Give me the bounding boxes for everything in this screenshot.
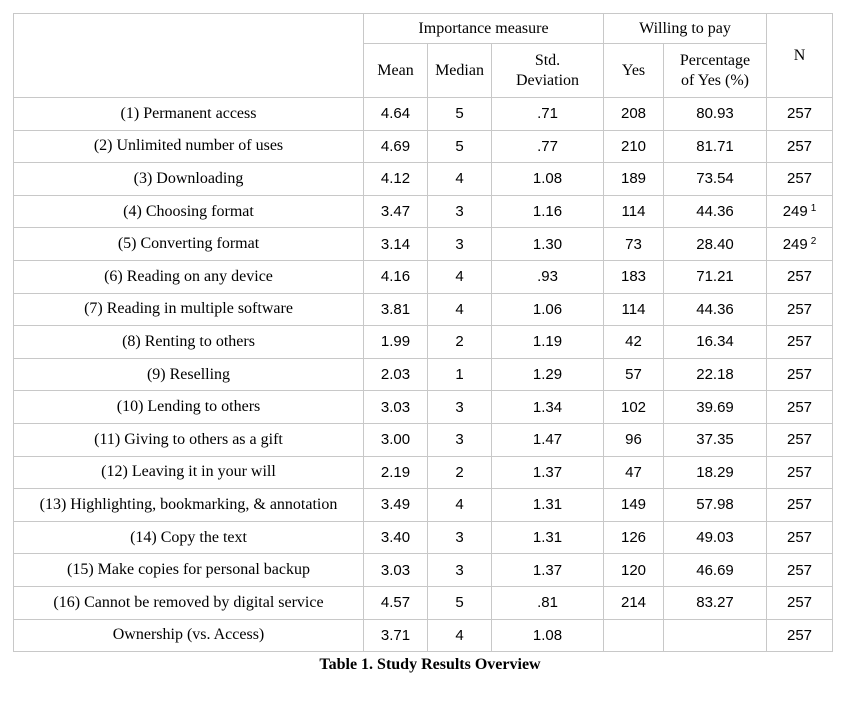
- n-cell-text: 257: [787, 366, 813, 384]
- yes-cell-text: 96: [625, 431, 642, 449]
- row-label-text: (16) Cannot be removed by digital service: [53, 593, 324, 611]
- median-cell: [428, 456, 492, 489]
- std-cell-text: 1.37: [532, 463, 563, 481]
- row-label: [14, 98, 364, 131]
- median-cell-text: 3: [455, 398, 464, 416]
- median-cell-text: 4: [455, 170, 464, 188]
- std-cell: [492, 98, 604, 131]
- percentage-cell: [664, 293, 767, 326]
- median-cell: [428, 195, 492, 228]
- percentage-cell-text: 71.21: [696, 268, 734, 286]
- std-cell-text: .81: [537, 594, 558, 612]
- table-row: [14, 195, 833, 228]
- row-label-text: (13) Highlighting, bookmarking, & annotation: [39, 495, 338, 513]
- table-row: [14, 391, 833, 424]
- n-cell: [767, 619, 833, 652]
- n-cell-text: 257: [787, 496, 813, 514]
- yes-cell: [604, 521, 664, 554]
- percentage-cell: [664, 260, 767, 293]
- row-label-text: (11) Giving to others as a gift: [94, 430, 283, 448]
- percentage-cell: [664, 98, 767, 131]
- mean-cell-text: 3.40: [380, 529, 411, 547]
- yes-cell: [604, 554, 664, 587]
- table-row: [14, 619, 833, 652]
- n-cell: [767, 326, 833, 359]
- n-cell-text: 257: [787, 300, 813, 318]
- median-cell: [428, 391, 492, 424]
- percentage-header: [664, 44, 767, 98]
- n-cell-text: 257: [787, 170, 813, 188]
- mean-cell-text: 3.14: [380, 235, 411, 253]
- median-cell-text: 4: [455, 626, 464, 644]
- n-cell: [767, 130, 833, 163]
- row-label: [14, 130, 364, 163]
- std-cell: [492, 326, 604, 359]
- median-cell-text: 3: [455, 431, 464, 449]
- percentage-cell: [664, 228, 767, 261]
- median-cell: [428, 98, 492, 131]
- yes-cell-text: 149: [620, 496, 647, 514]
- row-label: [14, 619, 364, 652]
- row-label: [14, 521, 364, 554]
- mean-cell: [364, 391, 428, 424]
- n-cell: [767, 163, 833, 196]
- n-cell: [767, 228, 833, 261]
- std-deviation-header: [492, 44, 604, 98]
- percentage-cell-text: 57.98: [696, 496, 734, 514]
- median-cell: [428, 163, 492, 196]
- percentage-cell-text: 39.69: [696, 398, 734, 416]
- median-cell-text: 2: [455, 333, 464, 351]
- percentage-cell: [664, 619, 767, 652]
- n-cell: [767, 423, 833, 456]
- table-row: [14, 98, 833, 131]
- yes-cell: [604, 391, 664, 424]
- results-table: [13, 13, 833, 652]
- n-cell: [767, 98, 833, 131]
- std-cell-text: 1.30: [532, 235, 563, 253]
- median-cell-text: 4: [455, 268, 464, 286]
- median-cell-text: 4: [455, 496, 464, 514]
- percentage-cell-text: 73.54: [696, 170, 734, 188]
- std-cell-text: 1.31: [532, 529, 563, 547]
- willing-to-pay-header: Willing to pay: [604, 14, 767, 44]
- yes-cell: [604, 358, 664, 391]
- mean-cell-text: 3.03: [380, 398, 411, 416]
- mean-cell-text: 1.99: [380, 333, 411, 351]
- percentage-cell: [664, 358, 767, 391]
- row-label: [14, 260, 364, 293]
- row-label-text: (14) Copy the text: [130, 528, 247, 546]
- std-cell-text: 1.47: [532, 431, 563, 449]
- yes-cell: [604, 326, 664, 359]
- std-label-line2: Deviation: [515, 71, 580, 89]
- yes-cell: [604, 586, 664, 619]
- std-cell-text: .77: [537, 137, 558, 155]
- std-cell-text: 1.31: [532, 496, 563, 514]
- yes-cell-text: 114: [621, 300, 646, 318]
- row-label-text: (5) Converting format: [117, 235, 260, 253]
- std-cell-text: 1.08: [532, 626, 563, 644]
- yes-cell-text: 189: [620, 170, 647, 188]
- percentage-cell-text: 37.35: [696, 431, 734, 449]
- header-row-top: [14, 14, 833, 44]
- yes-cell-text: 47: [625, 463, 642, 481]
- std-cell: [492, 195, 604, 228]
- yes-cell: [604, 163, 664, 196]
- n-cell-text: 257: [787, 529, 813, 547]
- row-label-text: (12) Leaving it in your will: [101, 463, 276, 481]
- n-cell-text: 257: [787, 431, 813, 449]
- yes-cell: [604, 456, 664, 489]
- table-row: [14, 489, 833, 522]
- n-cell: [767, 293, 833, 326]
- table-row: [14, 456, 833, 489]
- table-row: [14, 586, 833, 619]
- n-cell-text: 257: [787, 398, 813, 416]
- mean-cell: [364, 130, 428, 163]
- mean-cell-text: 4.12: [380, 170, 411, 188]
- header-blank-cell: [14, 14, 364, 98]
- std-label-line1: Std.: [534, 51, 561, 69]
- row-label-text: (4) Choosing format: [123, 202, 254, 220]
- percentage-cell-text: 80.93: [696, 105, 734, 123]
- row-label: [14, 326, 364, 359]
- mean-cell: [364, 619, 428, 652]
- n-cell-text: 257: [787, 137, 813, 155]
- median-cell: [428, 358, 492, 391]
- n-cell: [767, 195, 833, 228]
- mean-cell: [364, 195, 428, 228]
- mean-cell: [364, 228, 428, 261]
- mean-cell: [364, 456, 428, 489]
- row-label: [14, 489, 364, 522]
- percentage-cell: [664, 521, 767, 554]
- percentage-cell-text: 81.71: [696, 137, 734, 155]
- n-cell-text: 249: [782, 203, 808, 221]
- median-cell: [428, 326, 492, 359]
- yes-cell-text: 208: [620, 105, 647, 123]
- table-row: [14, 163, 833, 196]
- table-row: [14, 228, 833, 261]
- median-cell: [428, 586, 492, 619]
- row-label: [14, 423, 364, 456]
- mean-cell-text: 2.19: [380, 463, 411, 481]
- percentage-cell-text: 22.18: [696, 366, 734, 384]
- median-header: Median: [428, 44, 492, 98]
- pct-label-line2: of Yes (%): [681, 71, 749, 89]
- percentage-cell-text: 18.29: [696, 463, 734, 481]
- std-cell: [492, 586, 604, 619]
- std-cell-text: 1.29: [532, 366, 563, 384]
- yes-cell-text: 183: [620, 268, 647, 286]
- n-cell: [767, 391, 833, 424]
- n-cell-text: 257: [787, 463, 813, 481]
- std-cell-text: 1.37: [532, 561, 563, 579]
- std-cell: [492, 554, 604, 587]
- median-cell: [428, 293, 492, 326]
- n-cell-text: 257: [787, 626, 813, 644]
- median-cell-text: 3: [455, 529, 464, 547]
- n-cell-text: 257: [787, 561, 813, 579]
- percentage-cell-text: 83.27: [696, 594, 734, 612]
- std-cell-text: 1.06: [532, 300, 563, 318]
- yes-cell-text: 42: [625, 333, 642, 351]
- n-cell-text: 257: [787, 268, 813, 286]
- yes-cell-text: 126: [620, 529, 647, 547]
- std-cell: [492, 163, 604, 196]
- percentage-cell: [664, 391, 767, 424]
- mean-cell: [364, 586, 428, 619]
- row-label: [14, 195, 364, 228]
- std-cell: [492, 423, 604, 456]
- yes-cell: [604, 619, 664, 652]
- median-cell-text: 5: [455, 137, 464, 155]
- median-cell-text: 3: [455, 561, 464, 579]
- yes-cell: [604, 98, 664, 131]
- yes-cell-text: 57: [625, 366, 642, 384]
- row-label-text: (6) Reading on any device: [104, 267, 273, 285]
- mean-cell-text: 3.81: [380, 300, 411, 318]
- std-cell: [492, 260, 604, 293]
- n-cell: [767, 521, 833, 554]
- table-row: [14, 130, 833, 163]
- row-label-text: (1) Permanent access: [120, 104, 257, 122]
- percentage-cell: [664, 130, 767, 163]
- yes-cell-text: 114: [621, 203, 646, 221]
- mean-cell-text: 4.57: [380, 594, 411, 612]
- yes-cell: [604, 489, 664, 522]
- std-cell: [492, 391, 604, 424]
- row-label: [14, 391, 364, 424]
- row-label-text: Ownership (vs. Access): [112, 626, 265, 644]
- mean-cell-text: 3.47: [380, 203, 411, 221]
- mean-cell-text: 3.49: [380, 496, 411, 514]
- yes-cell: [604, 130, 664, 163]
- table-row: [14, 293, 833, 326]
- row-label: [14, 554, 364, 587]
- row-label-text: (3) Downloading: [133, 169, 244, 187]
- mean-cell: [364, 554, 428, 587]
- yes-cell: [604, 260, 664, 293]
- n-cell: [767, 456, 833, 489]
- yes-cell: [604, 228, 664, 261]
- mean-cell-text: 4.64: [380, 105, 411, 123]
- median-cell-text: 3: [455, 203, 464, 221]
- median-cell-text: 3: [455, 235, 464, 253]
- percentage-cell: [664, 163, 767, 196]
- mean-cell: [364, 521, 428, 554]
- std-cell-text: 1.19: [532, 333, 563, 351]
- std-cell: [492, 130, 604, 163]
- median-cell: [428, 489, 492, 522]
- percentage-cell-text: 44.36: [696, 203, 734, 221]
- mean-cell: [364, 489, 428, 522]
- mean-cell: [364, 98, 428, 131]
- percentage-cell-text: 16.34: [696, 333, 734, 351]
- yes-header: Yes: [604, 44, 664, 98]
- median-cell: [428, 619, 492, 652]
- percentage-cell: [664, 554, 767, 587]
- row-label: [14, 586, 364, 619]
- median-cell: [428, 521, 492, 554]
- mean-cell-text: 4.69: [380, 137, 411, 155]
- yes-cell-text: 120: [620, 561, 647, 579]
- yes-cell-text: 214: [620, 594, 647, 612]
- n-cell-text: 257: [787, 594, 813, 612]
- row-label-text: (8) Renting to others: [122, 332, 255, 350]
- row-label: [14, 163, 364, 196]
- table-row: [14, 423, 833, 456]
- row-label-text: (7) Reading in multiple software: [84, 300, 293, 318]
- importance-measure-header: Importance measure: [364, 14, 604, 44]
- mean-cell: [364, 260, 428, 293]
- median-cell: [428, 130, 492, 163]
- n-cell-text: 257: [787, 333, 813, 351]
- std-cell: [492, 358, 604, 391]
- yes-cell: [604, 195, 664, 228]
- mean-cell-text: 2.03: [380, 366, 411, 384]
- mean-cell-text: 4.16: [380, 268, 411, 286]
- median-cell-text: 5: [455, 594, 464, 612]
- n-cell-text: 257: [787, 105, 813, 123]
- median-cell-text: 1: [455, 366, 464, 384]
- mean-header: Mean: [364, 44, 428, 98]
- row-label-text: (15) Make copies for personal backup: [66, 561, 311, 579]
- yes-cell: [604, 423, 664, 456]
- median-cell: [428, 554, 492, 587]
- median-cell-text: 2: [455, 463, 464, 481]
- mean-cell-text: 3.71: [380, 626, 411, 644]
- std-cell: [492, 456, 604, 489]
- std-cell-text: 1.16: [532, 203, 563, 221]
- percentage-cell-text: 28.40: [696, 235, 734, 253]
- std-cell: [492, 489, 604, 522]
- percentage-cell-text: 44.36: [696, 300, 734, 318]
- std-cell: [492, 228, 604, 261]
- mean-cell-text: 3.00: [380, 431, 411, 449]
- table-row: [14, 358, 833, 391]
- percentage-cell-text: 49.03: [696, 529, 734, 547]
- std-cell-text: .93: [537, 268, 558, 286]
- row-label: [14, 228, 364, 261]
- table-row: [14, 521, 833, 554]
- std-cell-text: 1.08: [532, 170, 563, 188]
- mean-cell: [364, 326, 428, 359]
- n-cell: [767, 489, 833, 522]
- mean-cell: [364, 163, 428, 196]
- median-cell: [428, 260, 492, 293]
- mean-cell: [364, 358, 428, 391]
- yes-cell-text: 73: [625, 235, 642, 253]
- n-cell: [767, 260, 833, 293]
- std-cell-text: 1.34: [532, 398, 563, 416]
- table-row: [14, 554, 833, 587]
- table-caption: Table 1. Study Results Overview: [319, 656, 541, 673]
- row-label: [14, 358, 364, 391]
- percentage-cell: [664, 195, 767, 228]
- mean-cell: [364, 293, 428, 326]
- row-label-text: (9) Reselling: [146, 365, 231, 383]
- mean-cell: [364, 423, 428, 456]
- percentage-cell: [664, 489, 767, 522]
- table-row: [14, 260, 833, 293]
- median-cell-text: 4: [455, 300, 464, 318]
- pct-label-line1: Percentage: [679, 51, 751, 69]
- n-cell: [767, 554, 833, 587]
- mean-cell-text: 3.03: [380, 561, 411, 579]
- n-cell: [767, 586, 833, 619]
- row-label-text: (2) Unlimited number of uses: [93, 137, 284, 155]
- percentage-cell: [664, 456, 767, 489]
- yes-cell: [604, 293, 664, 326]
- n-cell-text: 249: [782, 235, 808, 253]
- std-cell: [492, 293, 604, 326]
- yes-cell-text: 102: [620, 398, 647, 416]
- footnote-marker: 2: [810, 235, 817, 247]
- std-cell: [492, 521, 604, 554]
- n-cell: [767, 358, 833, 391]
- row-label-text: (10) Lending to others: [116, 398, 261, 416]
- percentage-cell: [664, 423, 767, 456]
- row-label: [14, 456, 364, 489]
- median-cell: [428, 228, 492, 261]
- percentage-cell-text: 46.69: [696, 561, 734, 579]
- percentage-cell: [664, 326, 767, 359]
- table-body: [14, 98, 833, 652]
- std-cell: [492, 619, 604, 652]
- table-row: [14, 326, 833, 359]
- yes-cell-text: 210: [620, 137, 647, 155]
- median-cell: [428, 423, 492, 456]
- percentage-cell: [664, 586, 767, 619]
- n-header: N: [767, 14, 833, 98]
- median-cell-text: 5: [455, 105, 464, 123]
- row-label: [14, 293, 364, 326]
- footnote-marker: 1: [810, 203, 817, 215]
- std-cell-text: .71: [537, 105, 558, 123]
